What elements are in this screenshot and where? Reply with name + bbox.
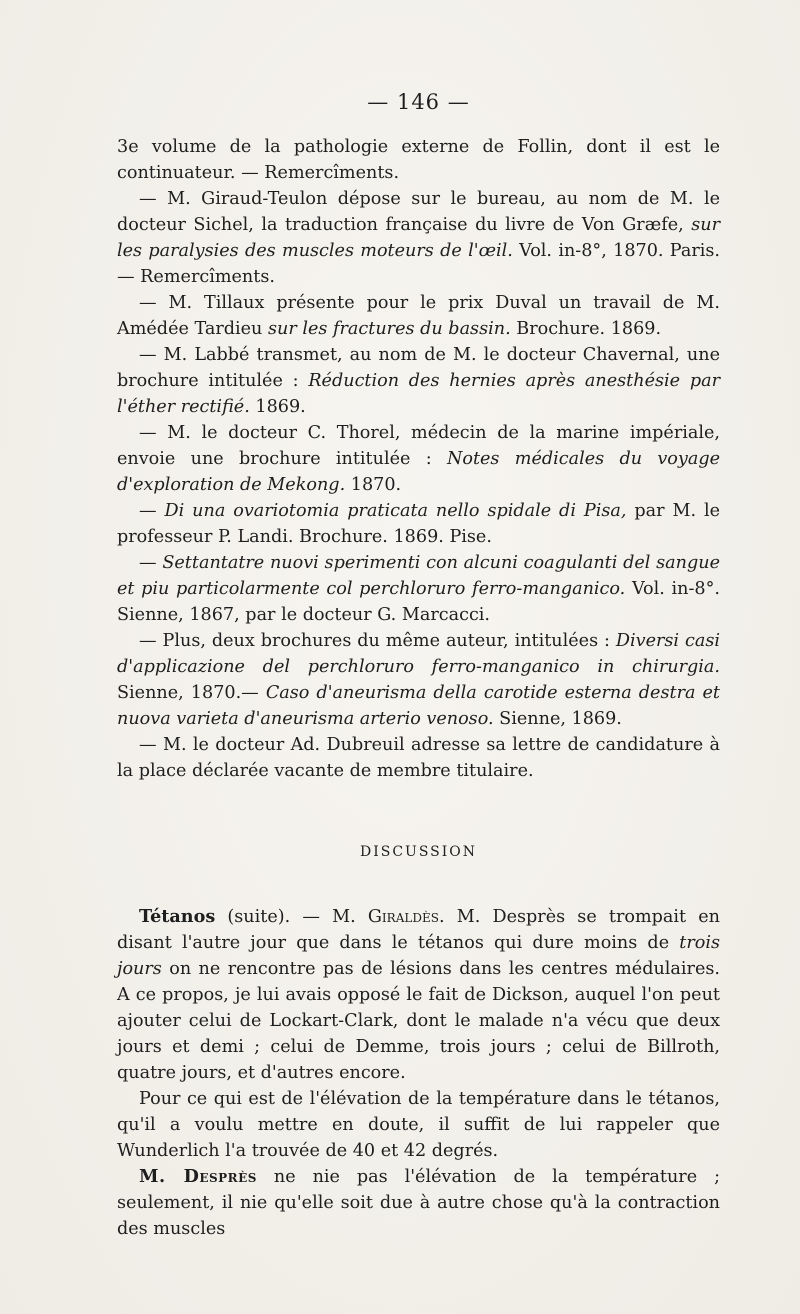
- section-title: DISCUSSION: [359, 844, 478, 860]
- discussion-paragraph-1: [117, 904, 720, 1086]
- paragraph-7-dash: —: [139, 553, 163, 573]
- paragraph-8-middle: Sienne, 1870.—: [117, 683, 266, 703]
- paragraph-8-title-2: Caso d'aneurisma della carotide esterna destra et nuova varieta d'aneurisma arterio venoso.: [117, 683, 720, 729]
- paragraph-1-text: 3e volume de la pathologie externe de Follin, dont il est le continuateur. — Remercîments.: [117, 137, 720, 183]
- paragraph-4: [117, 342, 720, 420]
- paragraph-5-text: — M. le docteur C. Thorel, médecin de la marine impériale, envoie une brochure intitulée :: [117, 423, 720, 469]
- discussion-paragraph-2: [117, 1086, 720, 1164]
- paragraph-6: [117, 498, 720, 550]
- paragraph-3-text: — M. Tillaux présente pour le prix Duval un travail de M. Amédée Tardieu: [117, 293, 720, 339]
- paragraph-2: [117, 186, 720, 290]
- paragraph-8-text: — Plus, deux brochures du même auteur, intitulées :: [139, 631, 616, 651]
- discussion-p2-text: Pour ce qui est de l'élévation de la température dans le tétanos, qu'il a voulu mettre en doute, il suffit de lui rappeler que Wunderlich l'a trouvée de 40 et 42 degrés.: [117, 1089, 720, 1161]
- paragraph-9-text: — M. le docteur Ad. Dubreuil adresse sa lettre de candidature à la place déclarée vacante de membre titulaire.: [117, 735, 720, 781]
- discussion-p3-speaker: M. Desprès: [139, 1166, 257, 1187]
- paragraph-4-text: — M. Labbé transmet, au nom de M. le docteur Chavernal, une brochure intitulée :: [117, 345, 720, 391]
- discussion-p1-text: M. Desprès se trompait en disant l'autre jour que dans le tétanos qui dure moins de: [117, 907, 721, 953]
- paragraph-1: [117, 134, 720, 186]
- paragraph-7-tail: Vol. in-8°. Sienne, 1867, par le docteur G. Marcacci.: [117, 579, 720, 625]
- paragraph-8: [117, 628, 720, 732]
- paragraph-7-title: Settantatre nuovi sperimenti con alcuni coagulanti del sangue et piu particolarmente col perchloruro ferro-manganico.: [117, 553, 720, 599]
- page-number: — 146 —: [367, 90, 470, 114]
- paragraph-4-title: Réduction des hernies après anesthésie par l'éther rectifié.: [117, 371, 720, 417]
- paragraph-8-title-1: Diversi casi d'applicazione del perchloruro ferro-manganico in chirurgia.: [117, 631, 720, 677]
- paragraph-4-tail: 1869.: [249, 397, 306, 417]
- paragraph-3-title: sur les fractures du bassin.: [267, 319, 511, 339]
- discussion-heading: Tétanos: [139, 906, 216, 927]
- discussion-p1-italic: trois jours: [117, 933, 720, 979]
- discussion-paragraph-3: [117, 1164, 720, 1242]
- paragraph-5: [117, 420, 720, 498]
- paragraph-2-tail: Vol. in-8°, 1870. Paris.— Remercîments.: [117, 241, 720, 287]
- paragraph-6-tail: par M. le professeur P. Landi. Brochure. 1869. Pise.: [117, 501, 721, 547]
- paragraph-3-tail: Brochure. 1869.: [510, 319, 662, 339]
- paragraph-6-dash: —: [139, 501, 165, 521]
- discussion-p1-tail: on ne rencontre pas de lésions dans les centres médulaires. A ce propos, je lui avais opposé le fait de Dickson, auquel l'on peut ajouter celui de Lockart-Clark, dont le malade n'a vécu que deux jours et demi ; celui de Demme, trois jours ; celui de Billroth, quatre jours, et d'autres encore.: [117, 959, 720, 1083]
- discussion-heading-suffix: (suite). —: [215, 907, 333, 927]
- paragraph-2-text: — M. Giraud-Teulon dépose sur le bureau, au nom de M. le docteur Sichel, la traduction française du livre de Von Græfe,: [117, 189, 720, 235]
- paragraph-8-tail: Sienne, 1869.: [493, 709, 622, 729]
- paragraph-6-title: Di una ovariotomia praticata nello spidale di Pisa,: [164, 501, 627, 521]
- discussion-speaker: M. Giraldès.: [332, 907, 445, 927]
- paragraph-5-tail: 1870.: [345, 475, 402, 495]
- paragraph-5-title: Notes médicales du voyage d'exploration de Mekong.: [117, 449, 720, 495]
- discussion-p3-text: ne nie pas l'élévation de la température ; seulement, il nie qu'elle soit due à autre chose qu'à la contraction des muscles: [117, 1167, 720, 1239]
- paragraph-9: [117, 732, 720, 784]
- paragraph-3: [117, 290, 720, 342]
- paragraph-7: [117, 550, 720, 628]
- paragraph-2-title: sur les paralysies des muscles moteurs de l'œil.: [117, 215, 720, 261]
